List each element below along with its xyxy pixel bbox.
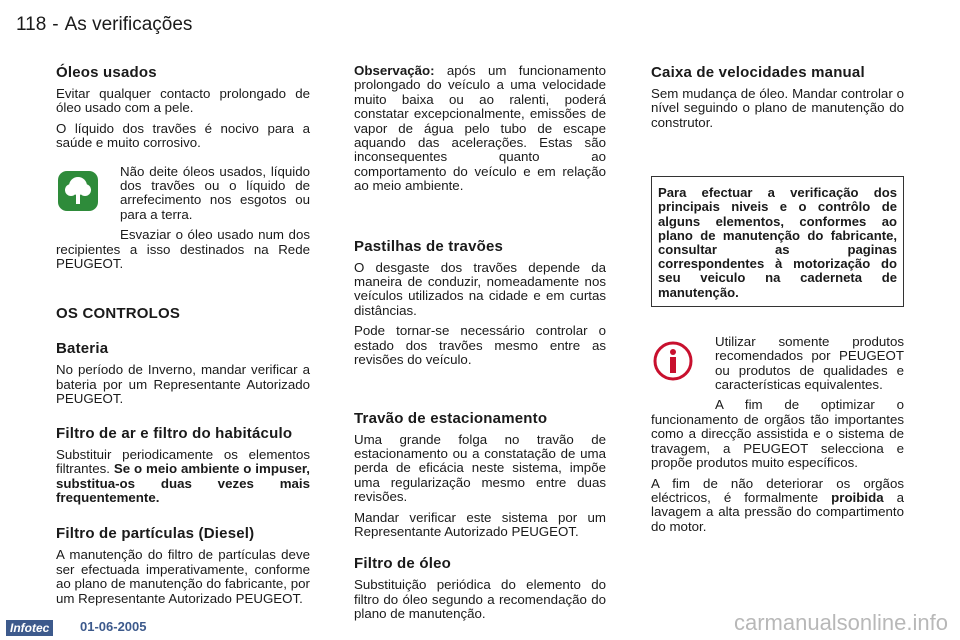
- filtro-ar-bold-text: Se o meio ambiente o impuser, substitua-os duas vezes mais frequentemente.: [56, 461, 310, 505]
- pastilhas-heading: Pastilhas de travões: [354, 237, 504, 255]
- environment-note: [56, 165, 310, 272]
- info-paragraph-3: [651, 477, 904, 535]
- column-middle: [354, 64, 606, 628]
- info-paragraph-2: A fim de optimizar o funcionamento de orgãos tão importantes como a direcção assistida e o sistema de travagem, a PEUGEOT selecciona e propõe produtos muito específicos.: [651, 397, 904, 471]
- infotec-logo: Infotec: [6, 620, 53, 636]
- filtro-ar-text: Substituir periodicamente os elementos filtrantes.: [56, 446, 310, 477]
- oleos-paragraph-1: Evitar qualquer contacto prolongado de óleo usado com a pele.: [56, 86, 310, 116]
- caixa-velocidades-heading: Caixa de velocidades manual: [651, 64, 865, 81]
- bateria-heading: Bateria: [56, 340, 109, 358]
- maintenance-note-text: Para efectuar a verificação dos principais niveis e o contrôlo de alguns elementos, conformes ao plano de manutenção do fabricante, consultar as paginas correspondentes à motorização do seu veiculo na caderneta de manutenção.: [658, 185, 897, 300]
- tree-environment-icon: [58, 171, 98, 211]
- pastilhas-paragraph-1: O desgaste dos travões depende da maneira de conduzir, nomeadamente nos veículos utilizados na cidade e em curtas distâncias.: [354, 259, 606, 318]
- bateria-paragraph: No período de Inverno, mandar verificar a bateria por um Representante Autorizado PEUGEOT.: [56, 362, 310, 407]
- info-prohibited-word: proibida: [831, 489, 884, 505]
- filtro-ar-paragraph: [56, 448, 310, 506]
- environment-paragraph-2: Esvaziar o óleo usado num dos recipientes a isso destinados na Rede PEUGEOT.: [56, 227, 310, 272]
- caixa-paragraph: Sem mudança de óleo. Mandar controlar o nível seguindo o plano de manutenção do construtor.: [651, 86, 904, 130]
- filtro-oleo-heading: Filtro de óleo: [354, 555, 451, 573]
- header-separator: -: [52, 14, 59, 35]
- observacao-paragraph: [354, 64, 606, 194]
- filtro-particulas-paragraph: A manutenção do filtro de partículas deve ser efectuada imperativamente, conforme ao plano de manutenção do fabricante, por um Representante Autorizado PEUGEOT.: [56, 547, 310, 606]
- info-paragraph-1: Utilizar somente produtos recomendados por PEUGEOT ou produtos de qualidades e características equivalentes.: [715, 333, 904, 393]
- filtro-ar-heading: Filtro de ar e filtro do habitáculo: [56, 424, 293, 442]
- filtro-particulas-heading: Filtro de partículas (Diesel): [56, 525, 255, 543]
- travao-estacionamento-heading: Travão de estacionamento: [354, 409, 548, 427]
- column-left: [56, 64, 310, 612]
- edition-date: 01-06-2005: [80, 619, 147, 634]
- environment-paragraph-1: Não deite óleos usados, líquido dos travões ou o líquido de arrefecimento nos esgotos ou para a terra.: [120, 163, 310, 222]
- observacao-text: após um funcionamento prolongado do veículo a uma velocidade muito baixa ou ao ralenti, poderá constatar excepcionalmente, emissões de vapor de água pelo tubo de escape aquando das acelerações. Estas são inconsequentes quanto ao comportamento do veículo e em relação ao meio ambiente.: [354, 63, 606, 194]
- page-title: As verificações: [64, 14, 193, 35]
- travao-paragraph-1: Uma grande folga no travão de estacionamento ou a constatação de uma perda de eficácia neste sistema, impõe uma regularização mesmo entre duas revisões.: [354, 431, 606, 505]
- info-paragraph-3-text: A fim de não deteriorar os orgãos eléctricos, é formalmente: [651, 475, 904, 505]
- watermark: carmanualsonline.info: [733, 610, 948, 635]
- info-icon: [653, 341, 693, 381]
- pastilhas-paragraph-2: Pode tornar-se necessário controlar o estado dos travões mesmo entre as revisões do veículo.: [354, 323, 606, 368]
- page-header: [16, 14, 192, 36]
- oleos-paragraph-2: O líquido dos travões é nocivo para a saúde e muito corrosivo.: [56, 120, 310, 151]
- maintenance-note-box: [651, 176, 904, 307]
- page-number: 118: [16, 14, 47, 35]
- column-right: [651, 64, 904, 540]
- os-controlos-heading: OS CONTROLOS: [56, 305, 181, 323]
- info-note: [651, 335, 904, 534]
- oleos-usados-heading: Óleos usados: [56, 64, 157, 81]
- info-paragraph-3-end: a lavagem a alta pressão do compartimento do motor.: [651, 489, 904, 534]
- travao-paragraph-2: Mandar verificar este sistema por um Representante Autorizado PEUGEOT.: [354, 509, 606, 539]
- filtro-oleo-paragraph: Substituição periódica do elemento do filtro do óleo segundo a recomendação do plano de manutenção.: [354, 577, 606, 622]
- observacao-label: Observação:: [354, 63, 435, 78]
